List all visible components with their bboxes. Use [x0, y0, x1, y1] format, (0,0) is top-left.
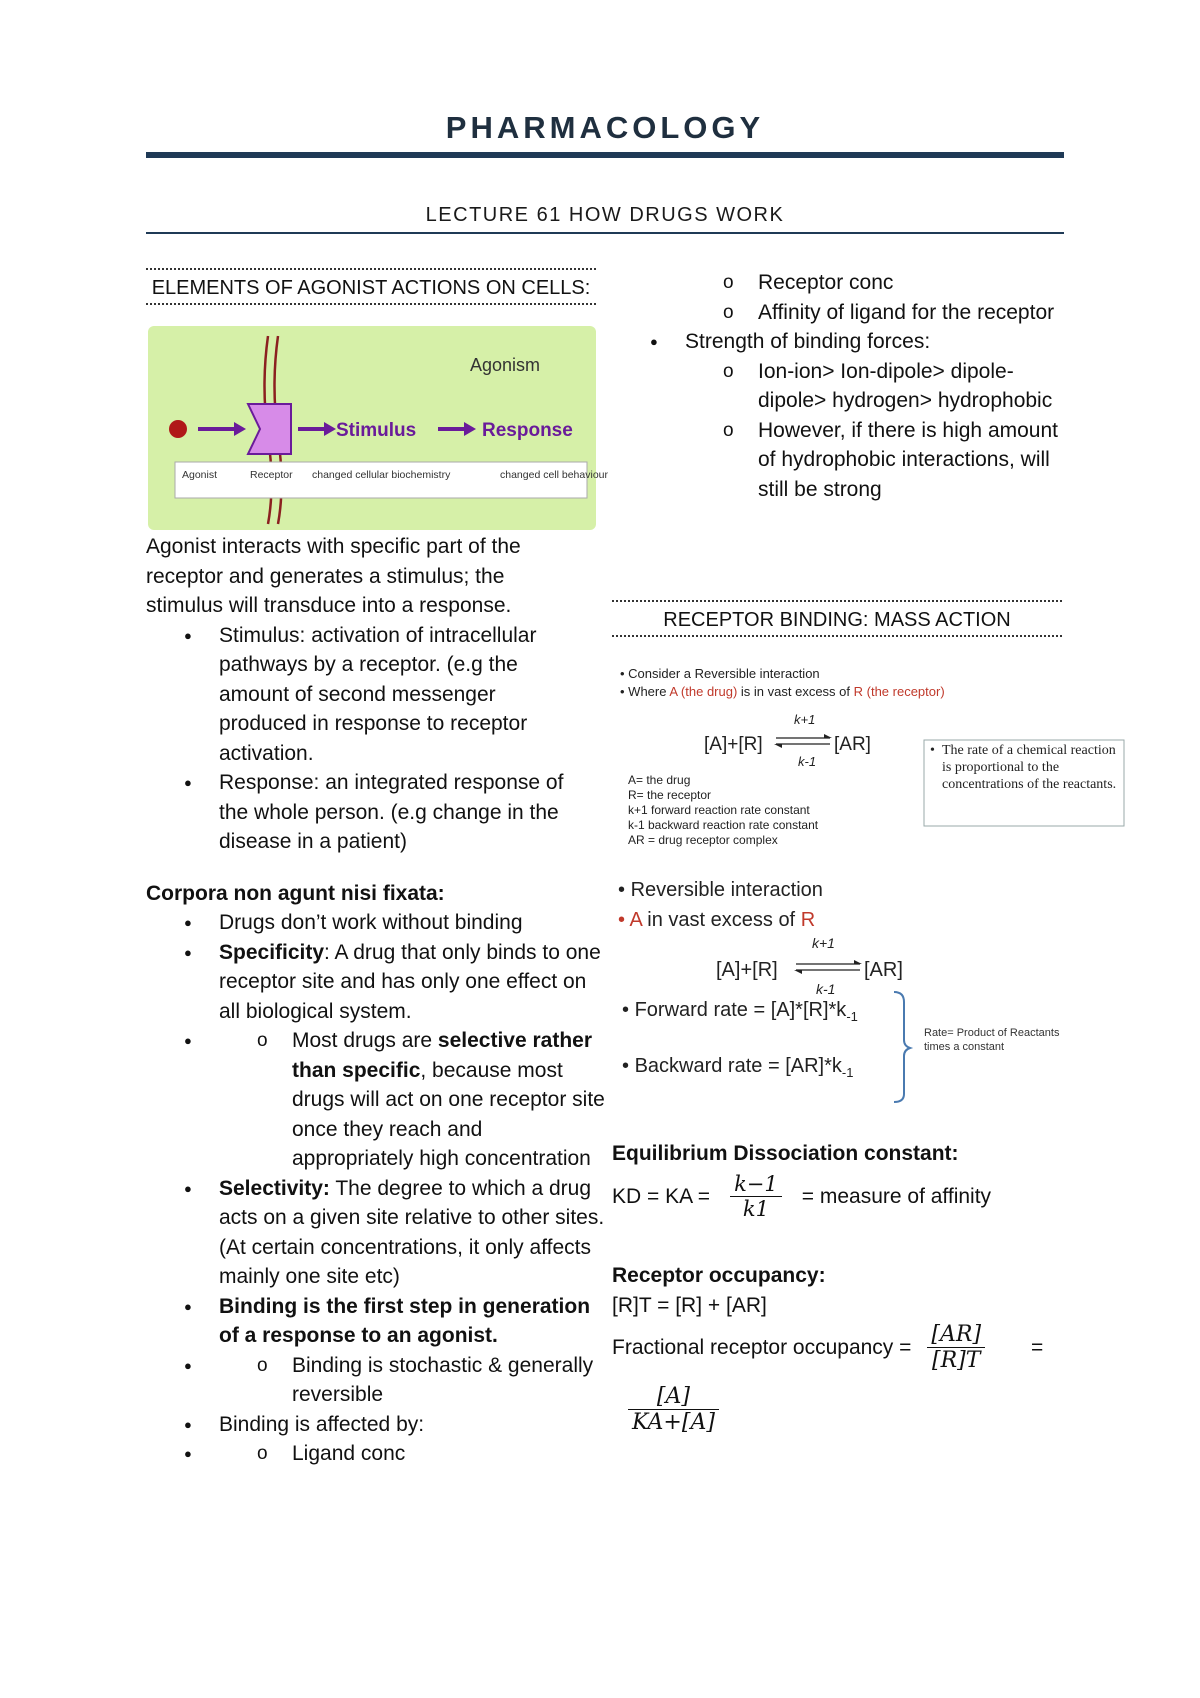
- agonist-intro: Agonist interacts with specific part of the receptor and generates a stimulus; the stimulus will transduce into a response.: [146, 535, 521, 617]
- agonist-dot: [169, 420, 187, 438]
- lecture-rule: [146, 232, 1064, 234]
- occupancy-fraction-2-wrap: [628, 1384, 719, 1435]
- equilibrium-heading: Equilibrium Dissociation constant:: [612, 1142, 959, 1165]
- kd-tail: = measure of affinity: [801, 1184, 992, 1208]
- label-behaviour: changed cell behaviour: [500, 469, 608, 481]
- slide1-eq-right: [AR]: [834, 734, 871, 755]
- sublist-wrapper: [146, 1026, 606, 1174]
- occupancy-fraction-2: [628, 1384, 719, 1435]
- agonism-figure: [148, 326, 608, 530]
- page-title: PHARMACOLOGY: [445, 110, 765, 145]
- stimulus-label: Stimulus: [336, 420, 417, 441]
- label-biochemistry: changed cellular biochemistry: [312, 469, 451, 481]
- list-item: ● Binding is affected by:: [146, 1410, 606, 1440]
- forward-rate: • Forward rate = $[A]*[R]*k_{-1}$: [622, 999, 858, 1024]
- occupancy2-denominator: KA+[A]: [628, 1409, 719, 1435]
- kd-fraction: [730, 1172, 782, 1221]
- equals-sign: =: [1031, 1335, 1044, 1359]
- mass-action-slide-2: [612, 872, 1072, 1106]
- occupancy2-numerator: [A]: [656, 1384, 690, 1409]
- list-item: ● Binding is the first step in generation of a response to an agonist.: [146, 1292, 606, 1351]
- kd-equation: [612, 1172, 991, 1221]
- list-item: o Affinity of ligand for the receptor: [685, 298, 1072, 328]
- list-item: [146, 1174, 606, 1292]
- slide1-k-backward: k-1: [798, 754, 817, 769]
- mass-action-slide-1: • Consider a Reversible interaction • Where A (the drug) is in vast excess of R (the receptor) [A]+[R] k+1 k-1 [AR] A= the drug R= the receptor k+1 forward reaction rate constant k-1 backward reaction rate constant AR = drug receptor complex • The rate of a chemical reaction is proportional to the concentrations of the reactants.: [612, 662, 1132, 854]
- kd-numerator: k−1: [734, 1172, 778, 1196]
- backward-rate: • Backward rate = $[AR]*k_{-1}$: [622, 1055, 854, 1080]
- list-item: o Receptor conc: [685, 268, 1072, 298]
- rate-note: Rate= Product of Reactants times a constant: [924, 1027, 1060, 1053]
- term-specificity: Specificity: [219, 940, 325, 964]
- occupancy-heading: Receptor occupancy:: [612, 1264, 826, 1287]
- rate-brace: [894, 992, 910, 1102]
- occupancy-denominator: [R]T: [927, 1347, 985, 1373]
- slide1-rate-text: The rate of a chemical reaction is proportional to the concentrations of the reactants.: [942, 743, 1117, 792]
- specificity-text: : A drug that only binds to one receptor site and has only one effect on all biological system.: [219, 940, 601, 1023]
- slide2-eq-left: [A]+[R]: [716, 959, 778, 981]
- corpora-heading: Corpora non agunt nisi fixata:: [146, 881, 445, 905]
- fractional-label: Fractional receptor occupancy =: [612, 1335, 912, 1359]
- slide1-def: k-1 backward reaction rate constant: [628, 818, 819, 832]
- agonism-label: Agonism: [470, 355, 541, 375]
- list-item: o ● Ligand conc: [219, 1439, 606, 1469]
- sublist-wrapper: [146, 1439, 606, 1469]
- slide2-bullet-2: • A in vast excess of R: [618, 909, 816, 931]
- slide1-eq-left: [A]+[R]: [704, 734, 763, 755]
- list-item: ● Stimulus: activation of intracellular pathways by a receptor. (e.g the amount of second messenger produced in response to receptor activation.: [146, 621, 586, 769]
- list-item: ● Response: an integrated response of the whole person. (e.g change in the disease in a patient): [146, 768, 586, 857]
- selectivity-text: The degree to which a drug acts on a given site relative to other sites. (At certain concentrations, it only affects mainly one site etc): [219, 1176, 605, 1288]
- kd-label: KD = KA =: [612, 1184, 711, 1208]
- term-selectivity: Selectivity:: [219, 1176, 330, 1200]
- slide1-def: AR = drug receptor complex: [628, 833, 778, 847]
- list-item: o ● Binding is stochastic & generally reversible: [219, 1351, 606, 1410]
- lecture-title: LECTURE 61 HOW DRUGS WORK: [425, 204, 785, 226]
- slide1-def: k+1 forward reaction rate constant: [628, 803, 810, 817]
- section-heading-agonist: ELEMENTS OF AGONIST ACTIONS ON CELLS:: [146, 268, 596, 305]
- slide1-k-forward: k+1: [794, 712, 816, 727]
- slide1-def: R= the receptor: [628, 788, 712, 802]
- list-item: o However, if there is high amount of hydrophobic interactions, will still be strong: [685, 416, 1072, 505]
- list-item: o ● Most drugs are selective rather than specific, because most drugs will act on one receptor site once they reach and appropriately high concentration: [219, 1026, 606, 1174]
- kd-denominator: k1: [730, 1196, 782, 1221]
- slide1-bullet-1: • Consider a Reversible interaction: [620, 666, 820, 681]
- slide2-bullet-1: • Reversible interaction: [618, 879, 823, 901]
- slide2-k-backward: k-1: [816, 981, 836, 997]
- fractional-occupancy: [612, 1322, 1043, 1373]
- list-item: o Ion-ion> Ion-dipole> dipole-dipole> hydrogen> hydrophobic: [685, 357, 1072, 416]
- label-agonist: Agonist: [182, 469, 218, 481]
- section-heading-mass-action: RECEPTOR BINDING: MASS ACTION: [612, 600, 1062, 637]
- title-rule: [146, 152, 1064, 158]
- label-receptor: Receptor: [250, 469, 293, 481]
- slide1-def: A= the drug: [628, 773, 691, 787]
- list-item: ● Strength of binding forces:: [612, 327, 1072, 357]
- list-item: [146, 938, 606, 1027]
- occupancy-numerator: [AR]: [931, 1322, 982, 1347]
- occupancy-fraction: [927, 1322, 985, 1373]
- occupancy-total: [R]T = [R] + [AR]: [612, 1294, 767, 1317]
- response-label: Response: [482, 420, 573, 441]
- slide2-eq-right: [AR]: [864, 959, 903, 981]
- slide1-bullet-2: • Where A (the drug) is in vast excess of R (the receptor): [620, 684, 945, 699]
- sublist-wrapper: [146, 1351, 606, 1410]
- slide2-k-forward: k+1: [812, 935, 835, 951]
- list-item: ● Drugs don’t work without binding: [146, 908, 606, 938]
